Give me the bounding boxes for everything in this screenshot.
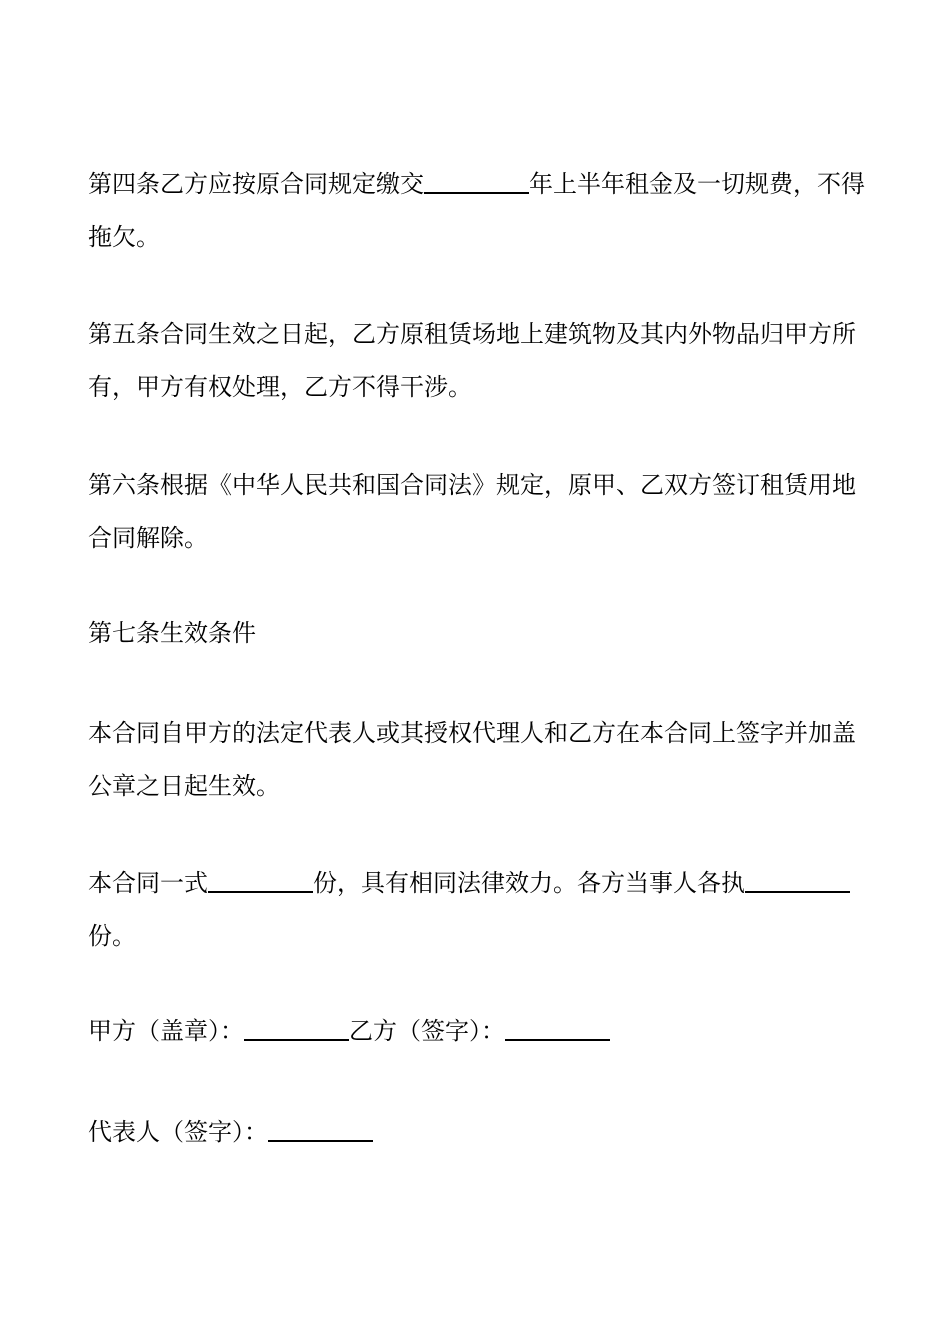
article-5-line-2: 有，甲方有权处理，乙方不得干涉。 [88, 373, 472, 401]
signature-line-parties [88, 1005, 868, 1058]
representative-signature-blank[interactable] [268, 1116, 373, 1142]
signature-row [88, 1005, 868, 1058]
party-a-signature-blank[interactable] [244, 1015, 349, 1041]
copies-clause [88, 857, 868, 963]
effect-clause-line-2: 公章之日起生效。 [88, 772, 280, 800]
year-blank[interactable] [424, 168, 529, 194]
article-7 [88, 607, 868, 660]
copies-clause-line-1 [88, 857, 868, 910]
article-6-line-2: 合同解除。 [88, 524, 208, 552]
article-6 [88, 459, 868, 565]
copies-text-b: 份，具有相同法律效力。各方当事人各执 [313, 869, 745, 897]
effect-clause-line-1: 本合同自甲方的法定代表人或其授权代理人和乙方在本合同上签字并加盖 [88, 719, 856, 747]
article-4-line-2: 拖欠。 [88, 223, 160, 251]
copies-text-a: 本合同一式 [88, 869, 208, 897]
representative-row [88, 1106, 868, 1159]
party-a-label: 甲方（盖章）： [88, 1017, 244, 1045]
article-4-text-a: 第四条乙方应按原合同规定缴交 [88, 170, 424, 198]
copies-clause-line-2: 份。 [88, 922, 136, 950]
copies-count-blank[interactable] [208, 867, 313, 893]
article-5 [88, 308, 868, 414]
article-6-line-1: 第六条根据《中华人民共和国合同法》规定，原甲、乙双方签订租赁用地 [88, 471, 856, 499]
copies-each-blank[interactable] [745, 867, 850, 893]
signature-line-representative [88, 1106, 868, 1159]
article-4 [88, 158, 868, 264]
effect-clause [88, 707, 868, 813]
representative-label: 代表人（签字）： [88, 1118, 268, 1146]
article-7-title: 第七条生效条件 [88, 619, 256, 647]
article-4-text-b: 年上半年租金及一切规费，不得 [529, 170, 865, 198]
party-b-signature-blank[interactable] [505, 1015, 610, 1041]
party-b-label: 乙方（签字）： [349, 1017, 505, 1045]
article-5-line-1: 第五条合同生效之日起，乙方原租赁场地上建筑物及其内外物品归甲方所 [88, 320, 856, 348]
article-4-line-1 [88, 158, 868, 211]
